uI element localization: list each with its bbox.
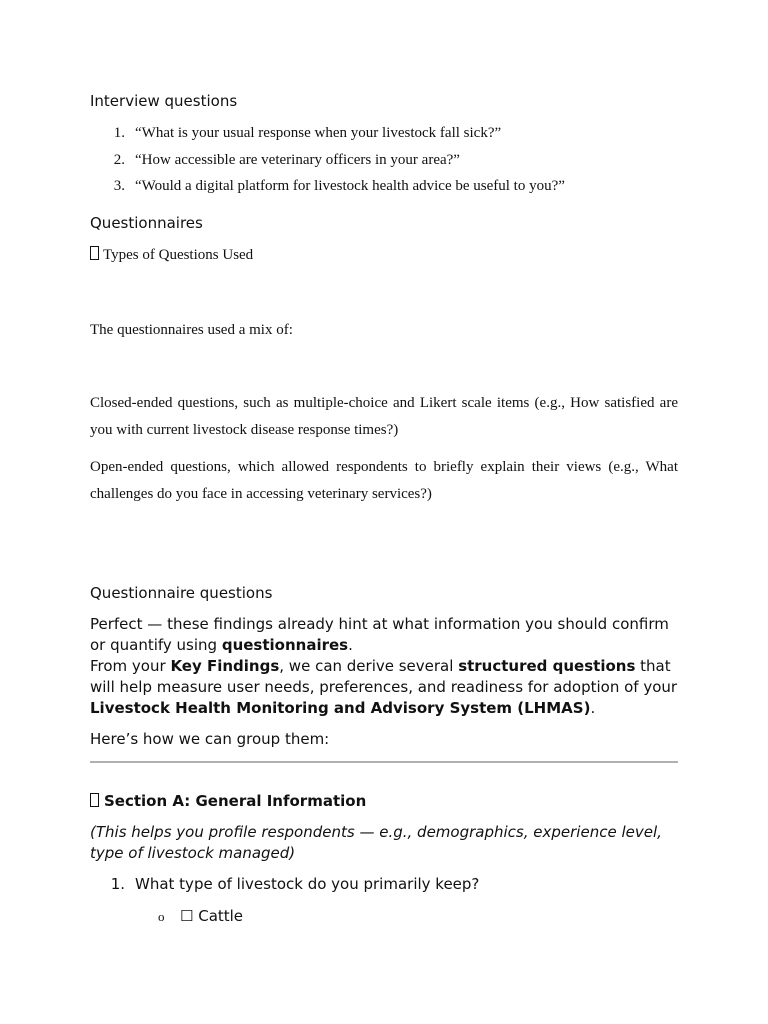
grouping-intro: Here’s how we can group them: — [90, 730, 330, 748]
option-cattle — [158, 907, 243, 925]
section-a-heading: Section A: General Information — [90, 792, 366, 810]
closed-ended-paragraph: Closed-ended questions, such as multiple-choice and Likert scale items (e.g., How satisfied are you with current livestock disease response times?) — [90, 395, 678, 438]
questionnaire-questions-heading: Questionnaire questions — [90, 584, 273, 602]
missing-glyph-icon — [90, 793, 99, 807]
section-a-note: (This helps you profile respondents — e.g., demographics, experience level, type of livestock managed) — [90, 823, 662, 862]
checkbox-option-label: ☐ Cattle — [180, 907, 244, 925]
section-a-question-1: 1. What type of livestock do you primarily keep? — [110, 875, 480, 893]
list-item: 1. “What is your usual response when your livestock fall sick?” — [113, 125, 502, 141]
missing-glyph-icon — [90, 246, 99, 260]
open-ended-paragraph: Open-ended questions, which allowed respondents to briefly explain their views (e.g., What challenges do you face in accessing veterinary services?) — [90, 459, 678, 502]
interview-heading: Interview questions — [90, 92, 238, 110]
horizontal-divider — [90, 761, 678, 763]
questionnaires-heading: Questionnaires — [90, 214, 203, 232]
types-of-questions-line: Types of Questions Used — [90, 246, 253, 264]
mix-intro: The questionnaires used a mix of: — [90, 322, 293, 338]
list-item: 2. “How accessible are veterinary officers in your area?” — [113, 152, 460, 168]
list-item: 3. “Would a digital platform for livestock health advice be useful to you?” — [113, 178, 565, 194]
circle-bullet-icon: o — [158, 909, 165, 924]
intro-paragraph: Perfect — these findings already hint at what information you should confirm or quantify using questionnaires. From your Key Findings, we can derive several structured questions that will help measure user needs, preferences, and readiness for adoption of your Livestock Health Monitoring and Advisory System (LHMAS). — [90, 615, 678, 717]
